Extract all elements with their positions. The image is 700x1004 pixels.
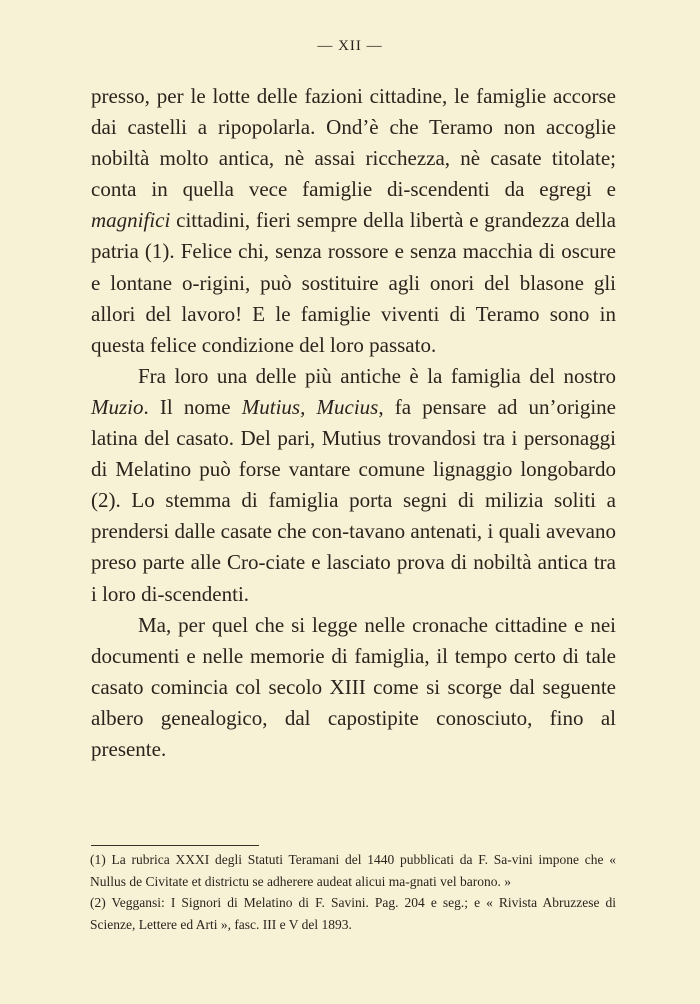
page-number: — XII — bbox=[317, 38, 383, 54]
body-text bbox=[91, 81, 616, 765]
footnote-1: (1) La rubrica XXXI degli Statuti Teramani del 1440 pubblicati da F. Sa-vini impone che « Nullus de Civitate et districtu se adherere audeat alicui ma-gnati vel barono. » bbox=[90, 852, 616, 889]
paragraph-3: Ma, per quel che si legge nelle cronache cittadine e nei documenti e nelle memorie di famiglia, il tempo certo di tale casato comincia col secolo XIII come si scorge dal seguente albero genealogico, dal capostipite conosciuto, fino al presente. bbox=[91, 612, 616, 761]
paragraph-1-text-a: presso, per le lotte delle fazioni cittadine, le famiglie accorse dai castelli a ripopolarla. Ond’è che Teramo non accoglie nobiltà molto antica, nè assai ricchezza, nè casate titolate; conta in quella vece famiglie di-scendenti da egregi e bbox=[91, 84, 616, 202]
paragraph-2-text-b: . Il nome bbox=[143, 394, 242, 419]
footnotes bbox=[90, 849, 616, 935]
footnote-2: (2) Veggansi: I Signori di Melatino di F. Savini. Pag. 204 e seg.; e « Rivista Abruzzese di Scienze, Lettere ed Arti », fasc. III e V del 1893. bbox=[90, 895, 616, 932]
paragraph-2-text-c: , fa pensare ad un’origine latina del casato. Del pari, Mutius trovandosi tra i personaggi di Melatino può forse vantare comune lignaggio longobardo (2). Lo stemma di famiglia porta segni di milizia soliti a prendersi dalle casate che con-tavano antenati, i quali avevano preso parte alle Cro-ciate e lasciato prova di nobiltà antica tra i loro di-scendenti. bbox=[91, 394, 616, 606]
paragraph-2 bbox=[91, 361, 616, 610]
paragraph-2-text-a: Fra loro una delle più antiche è la famiglia del nostro bbox=[138, 363, 616, 388]
paragraph-1-text-b: cittadini, fieri sempre della libertà e grandezza della patria (1). Felice chi, senza rossore e senza macchia di oscure e lontane o-rigini, può sostituire agli onori del blasone gli allori del lavoro! E le famiglie viventi di Teramo sono in questa felice condizione del loro passato. bbox=[91, 208, 616, 357]
paragraph-2-italic-muzio: Muzio bbox=[91, 394, 144, 419]
footnote-divider bbox=[91, 845, 259, 846]
paragraph-2-italic-mutius: Mutius, Mucius bbox=[241, 394, 379, 419]
paragraph-1 bbox=[91, 81, 616, 361]
paragraph-1-italic-magnifici: magnifici bbox=[91, 208, 171, 233]
